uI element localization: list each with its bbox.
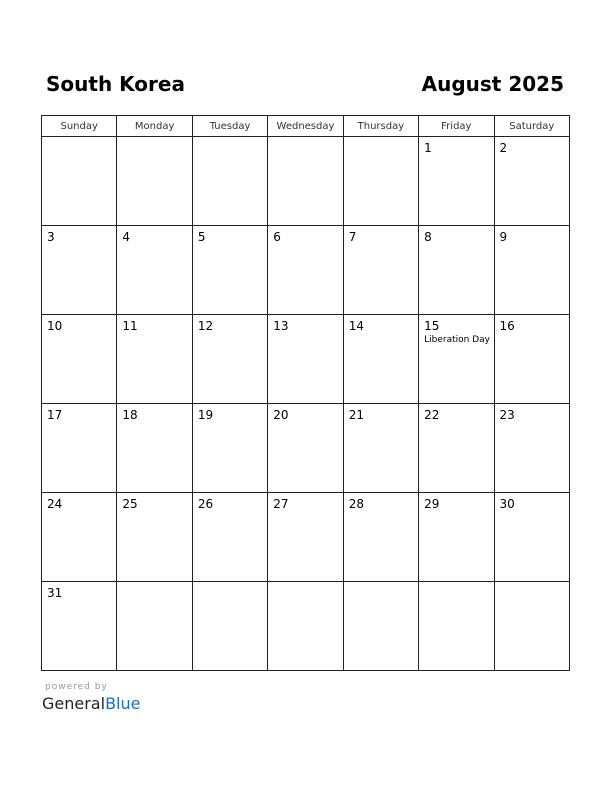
day-cell	[343, 582, 418, 671]
day-cell	[343, 137, 418, 226]
day-cell	[343, 493, 418, 582]
day-cell	[419, 493, 494, 582]
day-number: 26	[197, 497, 214, 511]
day-cell	[42, 404, 117, 493]
day-cell	[42, 137, 117, 226]
day-cell	[343, 315, 418, 404]
calendar-grid	[41, 115, 570, 671]
generalblue-logo[interactable]	[42, 694, 140, 714]
day-number: 6	[273, 230, 281, 244]
week-row	[42, 404, 570, 493]
day-cell	[268, 404, 343, 493]
day-cell	[192, 137, 267, 226]
day-number: 21	[348, 408, 364, 422]
week-row	[42, 226, 570, 315]
logo-text-blue: Blue	[105, 694, 141, 713]
day-cell	[268, 582, 343, 671]
day-number	[268, 137, 342, 141]
day-number: 27	[273, 497, 289, 511]
day-cell	[117, 493, 192, 582]
day-number	[117, 582, 191, 586]
day-cell	[117, 137, 192, 226]
week-row	[42, 137, 570, 226]
day-cell	[268, 226, 343, 315]
day-cell	[494, 582, 569, 671]
day-cell	[117, 582, 192, 671]
day-number: 7	[348, 230, 357, 244]
day-number	[419, 582, 493, 586]
week-row	[42, 493, 570, 582]
day-cell	[192, 493, 267, 582]
day-cell	[268, 137, 343, 226]
day-number: 16	[499, 319, 515, 333]
country-title: South Korea	[46, 72, 185, 96]
day-number: 4	[122, 230, 131, 244]
day-cell	[42, 226, 117, 315]
weekday-header: Monday	[117, 116, 192, 137]
day-cell	[42, 582, 117, 671]
weekday-header: Saturday	[494, 116, 569, 137]
day-number: 1	[424, 141, 432, 155]
week-row	[42, 582, 570, 671]
day-cell	[192, 315, 267, 404]
powered-by-label: powered by	[45, 682, 108, 692]
day-number: 29	[424, 497, 440, 511]
day-number: 30	[499, 497, 515, 511]
day-cell	[192, 226, 267, 315]
weekday-header: Thursday	[343, 116, 418, 137]
day-cell-holiday	[419, 315, 494, 404]
day-number: 18	[122, 408, 138, 422]
day-number: 13	[273, 319, 289, 333]
day-cell	[419, 137, 494, 226]
day-cell	[117, 315, 192, 404]
day-number	[42, 137, 116, 141]
weekday-header: Tuesday	[192, 116, 267, 137]
day-number	[193, 137, 267, 141]
day-cell	[42, 315, 117, 404]
day-cell	[494, 404, 569, 493]
day-number: 14	[348, 319, 364, 333]
day-cell	[117, 226, 192, 315]
day-number: 24	[47, 497, 63, 511]
day-cell	[419, 226, 494, 315]
day-cell	[494, 226, 569, 315]
month-title: August 2025	[421, 72, 564, 96]
week-row	[42, 315, 570, 404]
day-cell	[494, 493, 569, 582]
day-number: 2	[499, 141, 508, 155]
day-cell	[268, 493, 343, 582]
day-cell	[419, 404, 494, 493]
day-number	[344, 137, 418, 141]
day-number	[344, 582, 418, 586]
day-number: 25	[122, 497, 138, 511]
day-cell	[494, 315, 569, 404]
day-number	[117, 137, 191, 141]
day-number: 8	[424, 230, 432, 244]
day-number: 3	[47, 230, 55, 244]
day-cell	[419, 582, 494, 671]
day-cell	[343, 226, 418, 315]
logo-text-general: General	[42, 694, 106, 713]
day-number: 15	[424, 319, 440, 333]
day-number: 22	[424, 408, 440, 422]
day-cell	[494, 137, 569, 226]
day-number: 9	[499, 230, 508, 244]
day-number: 20	[273, 408, 289, 422]
weekday-header-row	[42, 116, 570, 137]
weekday-header: Friday	[419, 116, 494, 137]
day-number: 12	[197, 319, 214, 333]
day-number: 5	[197, 230, 206, 244]
weekday-header: Sunday	[42, 116, 117, 137]
day-number: 17	[47, 408, 63, 422]
day-number	[193, 582, 267, 586]
day-cell	[42, 493, 117, 582]
day-number: 23	[499, 408, 515, 422]
day-number: 28	[348, 497, 364, 511]
day-cell	[117, 404, 192, 493]
holiday-label: Liberation Day	[424, 335, 490, 345]
day-number	[495, 582, 569, 586]
day-cell	[192, 404, 267, 493]
day-cell	[268, 315, 343, 404]
day-number	[268, 582, 342, 586]
day-number: 19	[197, 408, 214, 422]
weekday-header: Wednesday	[268, 116, 343, 137]
day-number: 11	[122, 319, 138, 333]
day-cell	[343, 404, 418, 493]
day-cell	[192, 582, 267, 671]
day-number: 10	[47, 319, 63, 333]
day-number: 31	[47, 586, 63, 600]
